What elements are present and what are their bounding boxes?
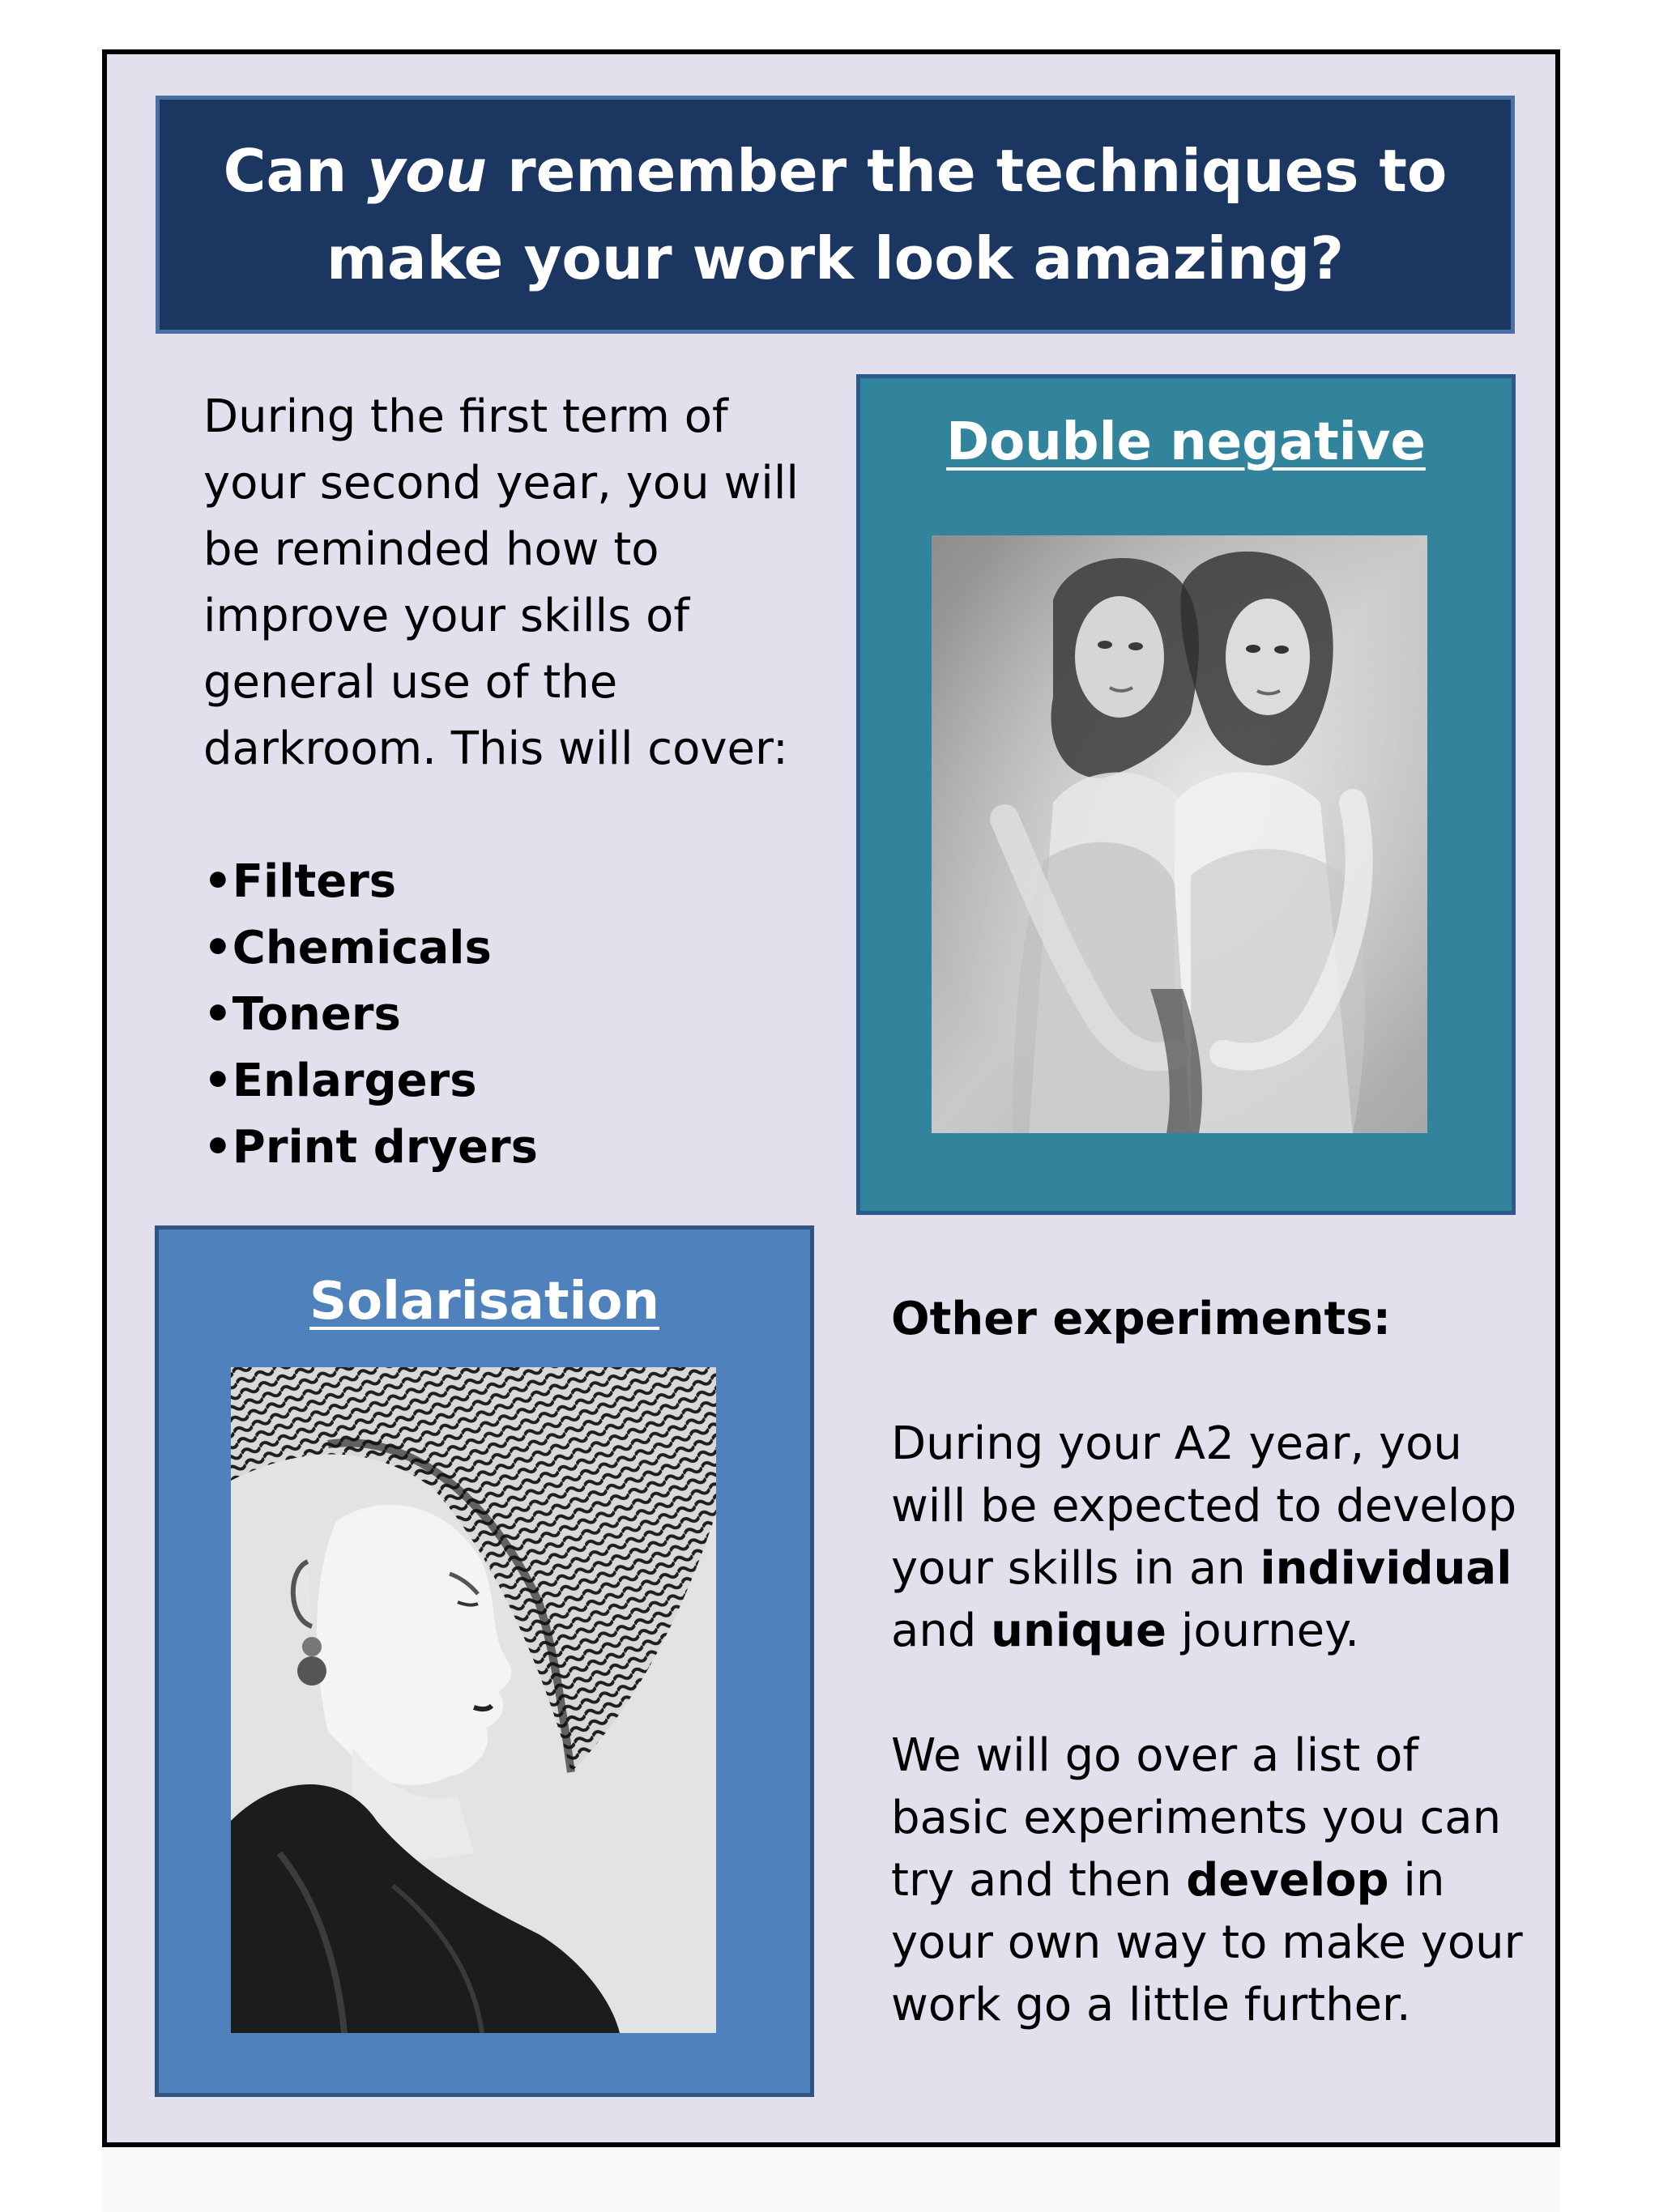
- title-text-start: Can: [223, 137, 368, 205]
- title-line-1: [224, 127, 1448, 215]
- text-line: During your A2 year, you: [891, 1417, 1462, 1470]
- intro-line: darkroom. This will cover:: [203, 722, 788, 775]
- intro-line: your second year, you will: [203, 457, 799, 509]
- text-line: basic experiments you can: [891, 1792, 1502, 1844]
- topics-list: [203, 849, 819, 1181]
- text-line: journey.: [1166, 1605, 1360, 1657]
- double-negative-panel: [856, 374, 1516, 1215]
- bold-word-unique: unique: [991, 1605, 1167, 1657]
- topic-chemicals: •Chemicals: [203, 922, 492, 974]
- title-line-2: make your work look amazing?: [326, 224, 1345, 292]
- other-paragraph-experiments: [891, 1724, 1531, 2036]
- text-line: your own way to make your: [891, 1916, 1523, 1969]
- solarisation-panel: [155, 1225, 814, 2097]
- solarisation-photo: [231, 1367, 716, 2033]
- page-bottom-margin: [102, 2147, 1560, 2212]
- title-text-end: remember the techniques to: [487, 137, 1448, 205]
- intro-line: general use of the: [203, 656, 618, 709]
- text-line: will be expected to develop: [891, 1480, 1517, 1532]
- bold-word-develop: develop: [1186, 1854, 1389, 1907]
- intro-line: improve your skills of: [203, 590, 690, 642]
- topic-print-dryers: •Print dryers: [203, 1121, 538, 1174]
- text-line: your skills in an: [891, 1542, 1260, 1595]
- intro-paragraph: [203, 384, 819, 782]
- intro-line: be reminded how to: [203, 523, 659, 576]
- text-line: We will go over a list of: [891, 1729, 1419, 1782]
- bold-word-individual: individual: [1260, 1542, 1512, 1595]
- title-emphasis: you: [367, 137, 488, 205]
- other-experiments-heading: Other experiments:: [891, 1293, 1392, 1345]
- intro-line: During the first term of: [203, 390, 728, 443]
- topic-toners: •Toners: [203, 988, 401, 1041]
- other-experiments-section: [891, 1288, 1531, 2036]
- topic-enlargers: •Enlargers: [203, 1055, 477, 1107]
- other-paragraph-a2-year: [891, 1413, 1531, 1662]
- solarisation-heading: Solarisation: [309, 1272, 660, 1332]
- title-banner: [156, 96, 1515, 334]
- intro-section: [203, 384, 819, 1181]
- text-line: try and then: [891, 1854, 1187, 1907]
- text-line: in: [1388, 1854, 1445, 1907]
- text-line: and: [891, 1605, 992, 1657]
- topic-filters: •Filters: [203, 855, 397, 908]
- double-negative-photo: [932, 535, 1427, 1133]
- double-negative-heading: Double negative: [946, 412, 1426, 472]
- text-line: work go a little further.: [891, 1979, 1411, 2031]
